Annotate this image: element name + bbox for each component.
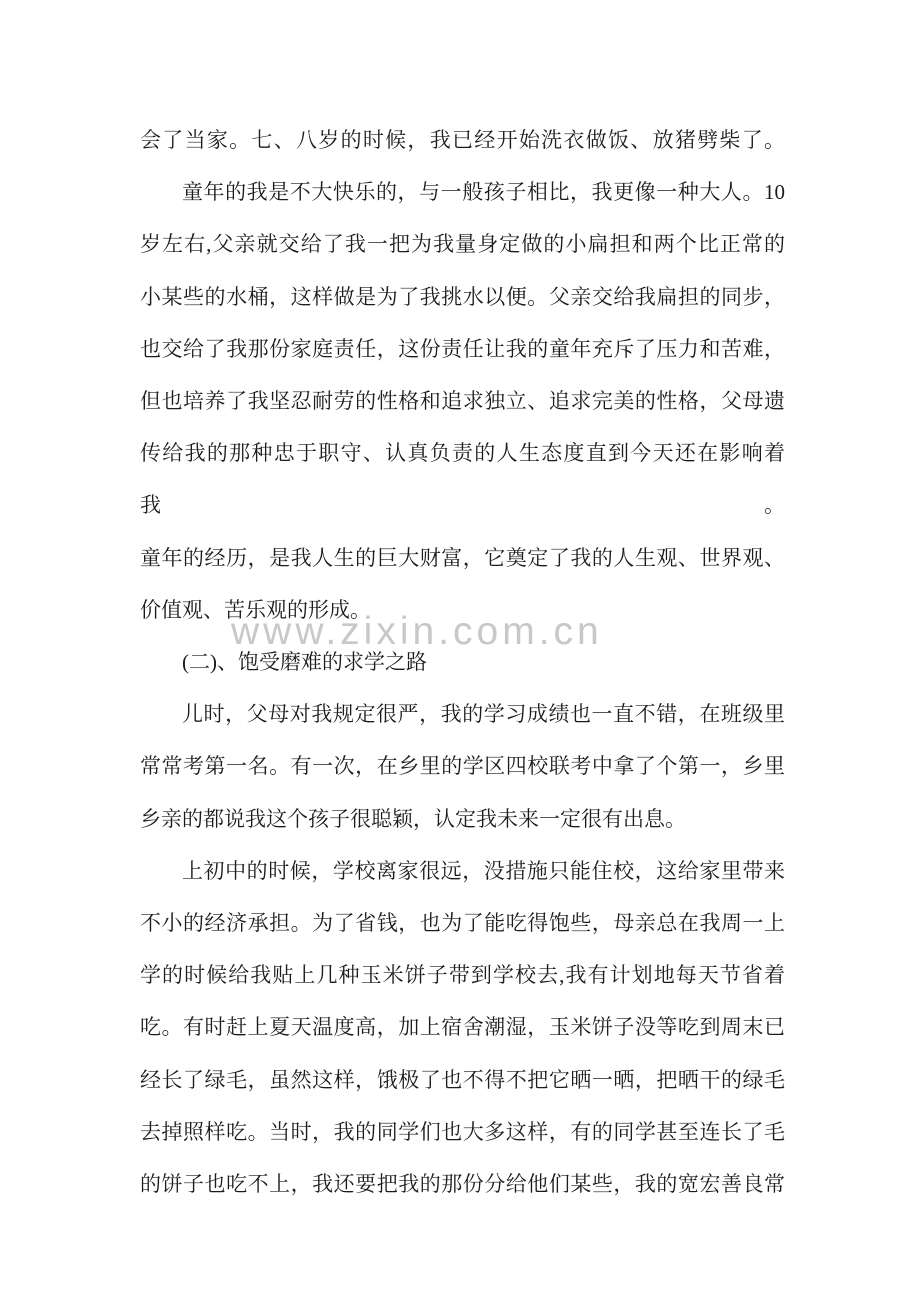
lines: [140, 114, 785, 1210]
text-line: 去掉照样吃。当时，我的同学们也大多这样，有的同学甚至连长了毛: [140, 1119, 785, 1144]
text-line: 童年的经历，是我人生的巨大财富，它奠定了我的人生观、世界观、: [140, 545, 785, 570]
text-line: 传给我的那种忠于职守、认真负责的人生态度直到今天还在影响着我。: [140, 441, 785, 518]
text-line: 不小的经济承担。为了省钱，也为了能吃得饱些，母亲总在我周一上: [140, 911, 785, 936]
text-line: 也交给了我那份家庭责任，这份责任让我的童年充斥了压力和苦难，: [140, 336, 785, 361]
text-line: 常常考第一名。有一次，在乡里的学区四校联考中拿了个第一，乡里: [140, 754, 785, 779]
text-line: 童年的我是不大快乐的，与一般孩子相比，我更像一种大人。10: [182, 180, 785, 205]
text-line: 经长了绿毛，虽然这样，饿极了也不得不把它晒一晒，把晒干的绿毛: [140, 1067, 785, 1092]
text-line: (二)、饱受磨难的求学之路: [182, 650, 427, 675]
text-line: 吃。有时赶上夏天温度高，加上宿舍潮湿，玉米饼子没等吃到周末已: [140, 1015, 785, 1040]
text-line: 价值观、苦乐观的形成。: [140, 597, 371, 622]
text-line: 小某些的水桶，这样做是为了我挑水以便。父亲交给我扁担的同步，: [140, 284, 785, 309]
text-line: 学的时候给我贴上几种玉米饼子带到学校去,我有计划地每天节省着: [140, 963, 785, 988]
document-body: [140, 114, 785, 1210]
text-line: 会了当家。七、八岁的时候，我已经开始洗衣做饭、放猪劈柴了。: [140, 128, 785, 152]
text-line: 乡亲的都说我这个孩子很聪颖，认定我未来一定很有出息。: [140, 806, 686, 831]
text-line: 儿时，父母对我规定很严，我的学习成绩也一直不错，在班级里: [182, 702, 785, 727]
text-line: 岁左右,父亲就交给了我一把为我量身定做的小扁担和两个比正常的: [140, 232, 785, 257]
text-line: 但也培养了我坚忍耐劳的性格和追求独立、追求完美的性格，父母遗: [140, 389, 785, 414]
watermark: www.zixin.com.cn: [231, 610, 603, 653]
text-line: 的饼子也吃不上，我还要把我的那份分给他们某些，我的宽宏善良常: [140, 1172, 785, 1197]
text-line: 上初中的时候，学校离家很远，没措施只能住校，这给家里带来: [182, 858, 785, 883]
